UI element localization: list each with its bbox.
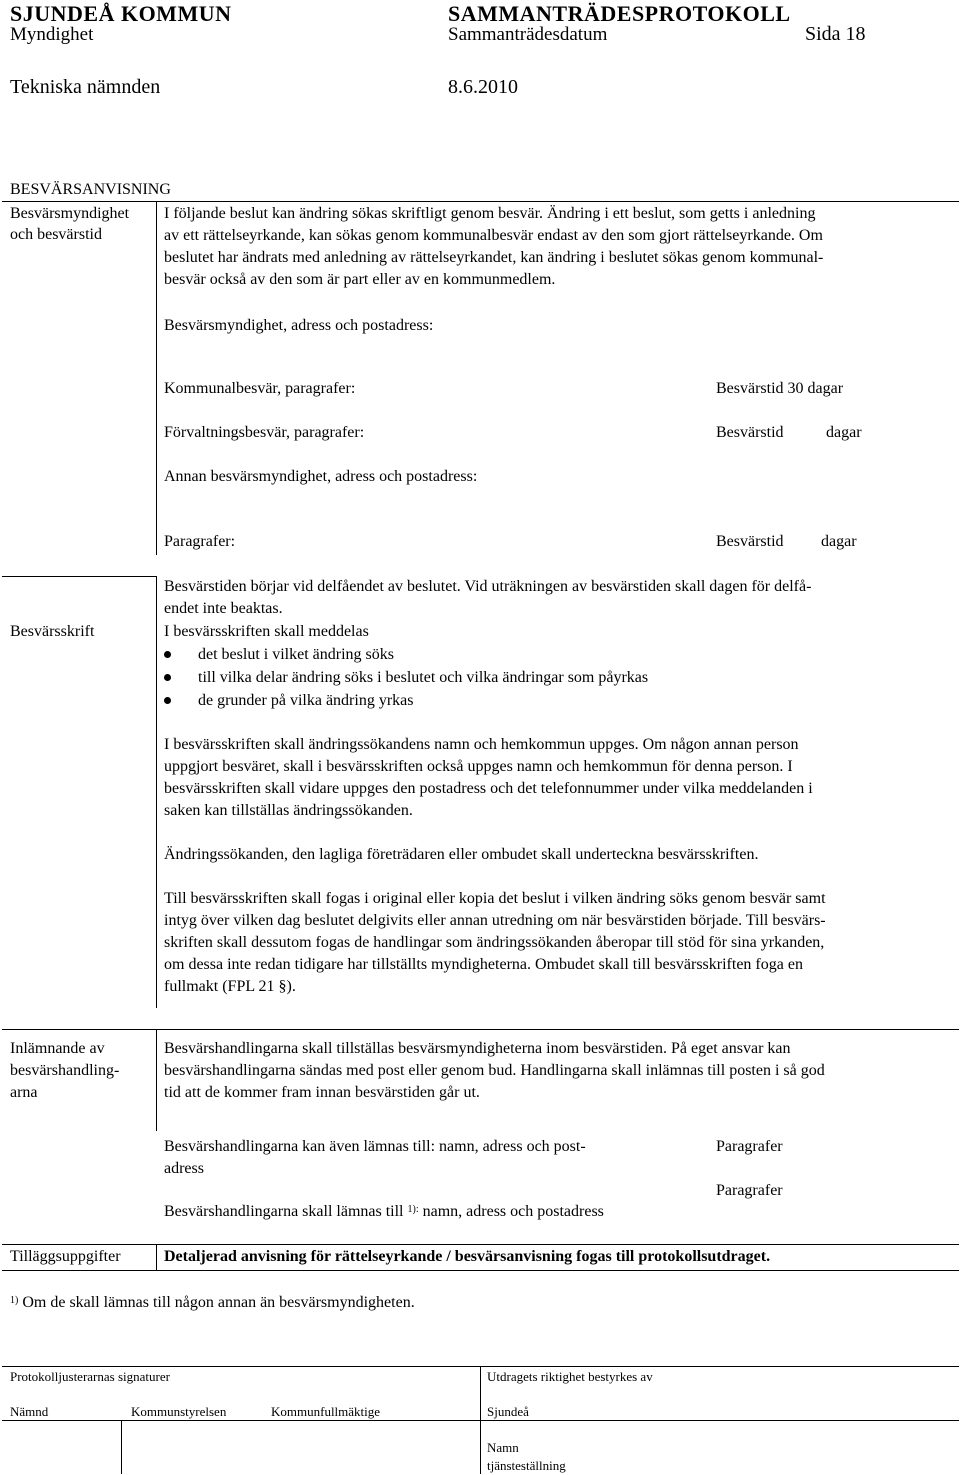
forvaltning-tid-label: Besvärstid: [716, 424, 784, 441]
lamnas-skall-text: namn, adress och postadress: [418, 1203, 604, 1220]
list-item: de grunder på vilka ändring yrkas: [198, 692, 414, 709]
kommunalbesvar-tid: Besvärstid 30 dagar: [716, 380, 844, 397]
list-item: till vilka delar ändring söks i beslutet och vilka ändringar som påyrkas: [198, 669, 649, 686]
footer-kommunfullmaktige: Kommunfullmäktige: [271, 1404, 381, 1419]
footnote-ref: 1):: [407, 1204, 419, 1215]
paragraph-line: fullmakt (FPL 21 §).: [164, 978, 296, 995]
forvaltningsbesvar-label: Förvaltningsbesvär, paragrafer:: [164, 424, 365, 441]
intro-line: besvär också av den som är part eller av en kommunmedlem.: [164, 271, 556, 288]
column-divider: [156, 576, 157, 1008]
section-divider: [2, 1270, 959, 1271]
paragrafer-field: Paragrafer: [716, 1182, 783, 1199]
section-label-tillagg: Tilläggsuppgifter: [10, 1248, 121, 1265]
section-divider: [2, 1029, 959, 1030]
kommunalbesvar-label: Kommunalbesvär, paragrafer:: [164, 380, 356, 397]
paragraph-line: Till besvärsskriften skall fogas i original eller kopia det beslut i vilken ändring söks genom besvär samt: [164, 890, 826, 907]
footer-signaturer: Protokolljusterarnas signaturer: [10, 1369, 170, 1384]
footer-namn: Namn: [487, 1440, 519, 1455]
section-label-besvarsskrift: Besvärsskrift: [10, 623, 95, 640]
besvarsskrift-intro: I besvärsskriften skall meddelas: [164, 623, 369, 640]
footer-mid-line: [2, 1420, 959, 1421]
paragraph-line: tid att de kommer fram innan besvärstiden går ut.: [164, 1084, 480, 1101]
list-item: det beslut i vilket ändring söks: [198, 646, 394, 663]
footer-kommunstyrelsen: Kommunstyrelsen: [131, 1404, 227, 1419]
paragrafer-label: Paragrafer:: [164, 533, 236, 550]
myndighet-name: Tekniska nämnden: [10, 76, 161, 98]
paragraph-line: besvärshandlingarna sändas med post eller genom bud. Handlingarna skall inlämnas till posten i så god: [164, 1062, 825, 1079]
title-divider: [2, 201, 959, 202]
intro-line: beslutet har ändrats med anledning av rättelseyrkandet, kan ändring i beslutet sökas genom kommunal-: [164, 249, 824, 266]
section-label-besvarstid: och besvärstid: [10, 226, 102, 243]
paragrafer-field: Paragrafer: [716, 1138, 783, 1155]
besvarstid-start: endet inte beaktas.: [164, 600, 283, 617]
section-label-inlamnande: besvärshandling-: [10, 1062, 120, 1079]
page-number: Sida 18: [805, 23, 866, 45]
paragraph-line: Besvärshandlingarna skall tillställas besvärsmyndigheterna inom besvärstiden. På eget ansvar kan: [164, 1040, 791, 1057]
forvaltning-tid-unit: dagar: [826, 424, 862, 441]
document-type: SAMMANTRÄDESPROTOKOLL: [448, 1, 791, 26]
paragraph-line: besvärsskriften skall vidare uppges den postadress och det telefonnummer under vilka meddelanden i: [164, 780, 813, 797]
column-divider: [156, 1244, 157, 1270]
myndighet-label: Myndighet: [10, 24, 94, 45]
lamnas-till-line: Besvärshandlingarna kan även lämnas till: namn, adress och post-: [164, 1138, 586, 1155]
annan-tid-unit: dagar: [821, 533, 857, 550]
section-divider: [2, 576, 156, 577]
section-label-myndighet: Besvärsmyndighet: [10, 205, 130, 222]
page-title: BESVÄRSANVISNING: [10, 181, 171, 198]
footer-bestyrkes: Utdragets riktighet bestyrkes av: [487, 1369, 653, 1384]
paragraph-line: Ändringssökanden, den lagliga företrädaren eller ombudet skall underteckna besvärsskriften.: [164, 846, 759, 863]
lamnas-skall-text: Besvärshandlingarna skall lämnas till: [164, 1203, 408, 1220]
section-label-inlamnande: arna: [10, 1084, 38, 1101]
section-label-inlamnande: Inlämnande av: [10, 1040, 105, 1057]
paragraph-line: I besvärsskriften skall ändringssökandens namn och hemkommun uppges. Om någon annan person: [164, 736, 799, 753]
besvarstid-start: Besvärstiden börjar vid delfåendet av beslutet. Vid uträkningen av besvärstiden skall dagen för delfå-: [164, 578, 812, 595]
paragraph-line: intyg över vilken dag beslutet delgivits eller annan utredning om när besvärstiden började. Till besvärs-: [164, 912, 826, 929]
bullet-icon: [164, 674, 171, 681]
footer-tjanstestallning: tjänsteställning: [487, 1458, 566, 1473]
org-name: SJUNDEÅ KOMMUN: [10, 1, 232, 26]
lamnas-till-line: adress: [164, 1160, 204, 1177]
column-divider: [156, 1029, 157, 1131]
annan-tid-label: Besvärstid: [716, 533, 784, 550]
myndighet-address-label: Besvärsmyndighet, adress och postadress:: [164, 317, 434, 334]
footnote-marker: 1): [10, 1295, 19, 1306]
column-divider: [156, 201, 157, 555]
intro-line: av ett rättelseyrkande, kan sökas genom kommunalbesvär endast av den som gjort rättelseyrkande. Om: [164, 227, 823, 244]
footnote-text: Om de skall lämnas till någon annan än besvärsmyndigheten.: [22, 1294, 415, 1311]
bullet-icon: [164, 651, 171, 658]
paragraph-line: saken kan tillställas ändringssökanden.: [164, 802, 413, 819]
footer-namnd: Nämnd: [10, 1404, 49, 1419]
datum-label: Sammanträdesdatum: [448, 24, 608, 45]
paragraph-line: skriften skall dessutom fogas de handlingar som ändringssökanden åberopar till stöd för sina yrkanden,: [164, 934, 825, 951]
lamnas-skall-line: [164, 1202, 604, 1222]
footer-sjundea: Sjundeå: [487, 1404, 529, 1419]
bullet-icon: [164, 697, 171, 704]
intro-line: I följande beslut kan ändring sökas skriftligt genom besvär. Ändring i ett beslut, som getts i anledning: [164, 205, 816, 222]
paragraph-line: om dessa inte redan tidigare har tillställts myndigheterna. Ombudet skall till besvärsskriften foga en: [164, 956, 803, 973]
tillagg-text: Detaljerad anvisning för rättelseyrkande / besvärsanvisning fogas till protokollsutdraget.: [164, 1248, 771, 1265]
footnote: [10, 1293, 415, 1313]
footer-divider: [121, 1420, 122, 1474]
annan-myndighet-label: Annan besvärsmyndighet, adress och postadress:: [164, 468, 478, 485]
paragraph-line: uppgjort besväret, skall i besvärsskriften också uppges namn och hemkommun för denna person. I: [164, 758, 793, 775]
section-divider: [2, 1244, 959, 1245]
meeting-date: 8.6.2010: [448, 76, 518, 98]
